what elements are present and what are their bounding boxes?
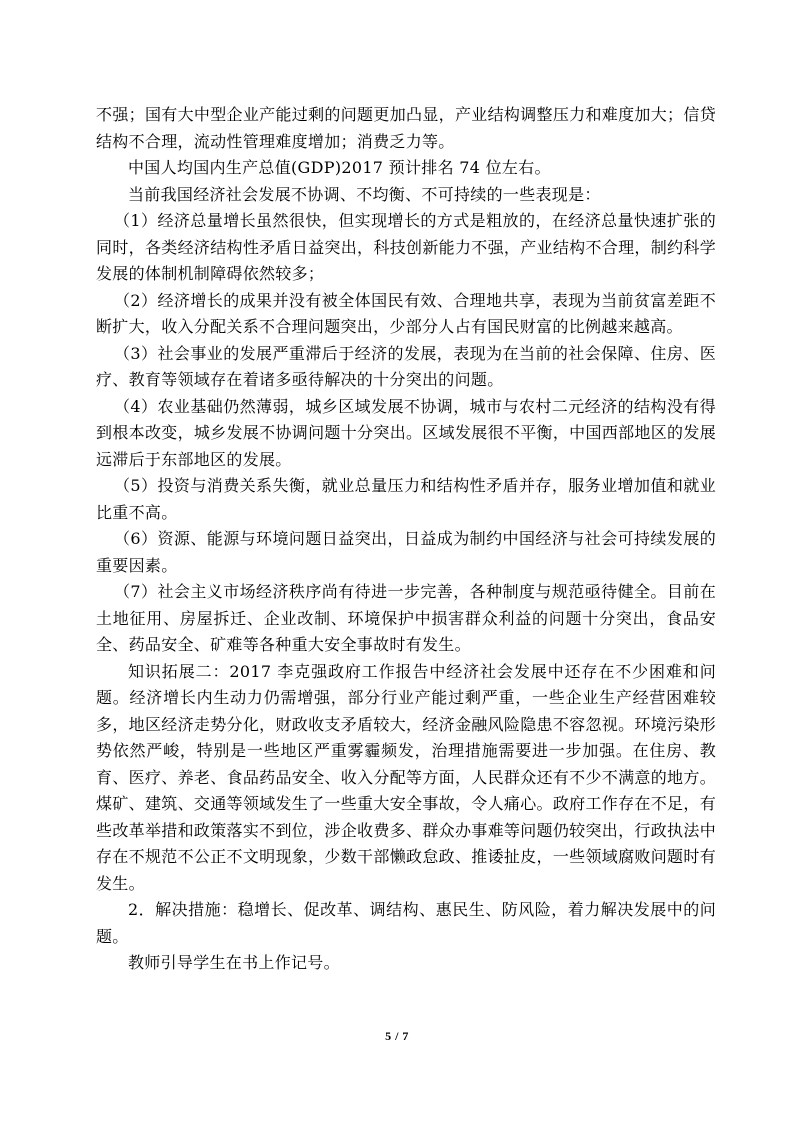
list-item-3: （3）社会事业的发展严重滞后于经济的发展，表现为在当前的社会保障、住房、医疗、教育等领域存在着诸多亟待解决的十分突出的问题。 — [96, 343, 716, 389]
list-item-1: （1）经济总量增长虽然很快，但实现增长的方式是粗放的，在经济总量快速扩张的同时，各类经济结构性矛盾日益突出，科技创新能力不强，产业结构不合理，制约科学发展的体制机制障碍依然较多； — [96, 211, 716, 283]
list-item-6: （6）资源、能源与环境问题日益突出，日益成为制约中国经济与社会可持续发展的重要因素。 — [96, 529, 716, 575]
list-item-2: （2）经济增长的成果并没有被全体国民有效、合理地共享，表现为当前贫富差距不断扩大，收入分配关系不合理问题突出，少部分人占有国民财富的比例越来越高。 — [96, 290, 716, 336]
list-item-5: （5）投资与消费关系失衡，就业总量压力和结构性矛盾并存，服务业增加值和就业比重不高。 — [96, 476, 716, 522]
list-item-7: （7）社会主义市场经济秩序尚有待进一步完善，各种制度与规范亟待健全。目前在土地征用、房屋拆迁、企业改制、环境保护中损害群众利益的问题十分突出，食品安全、药品安全、矿难等各种重大安全事故时有发生。 — [96, 582, 716, 654]
paragraph-knowledge-extension: 知识拓展二：2017 李克强政府工作报告中经济社会发展中还存在不少困难和问题。经济增长内生动力仍需增强，部分行业产能过剩严重，一些企业生产经营困难较多，地区经济走势分化，财政收支矛盾较大，经济金融风险隐患不容忽视。环境污染形势依然严峻，特别是一些地区严重雾霾频发，治理措施需要进一步加强。在住房、教育、医疗、养老、食品药品安全、收入分配等方面，人民群众还有不少不满意的地方。煤矿、建筑、交通等领域发生了一些重大安全事故，令人痛心。政府工作存在不足，有些改革举措和政策落实不到位，涉企收费多、群众办事难等问题仍较突出，行政执法中存在不规范不公正不文明现象，少数干部懒政怠政、推诿扯皮，一些领域腐败问题时有发生。 — [96, 661, 716, 893]
document-body — [96, 102, 716, 977]
paragraph-solution: 2．解决措施：稳增长、促改革、调结构、惠民生、防风险，着力解决发展中的问题。 — [96, 900, 716, 946]
paragraph-gdp-ranking: 中国人均国内生产总值(GDP)2017 预计排名 74 位左右。 — [128, 158, 551, 177]
page-number: 5 / 7 — [385, 1029, 409, 1043]
list-item-4: （4）农业基础仍然薄弱，城乡区域发展不协调，城市与农村二元经济的结构没有得到根本改变，城乡发展不协调问题十分突出。区域发展很不平衡，中国西部地区的发展远滞后于东部地区的发展。 — [96, 396, 716, 469]
paragraph-intro-list: 当前我国经济社会发展不协调、不均衡、不可持续的一些表现是： — [128, 184, 601, 204]
paragraph-continuation: 不强；国有大中型企业产能过剩的问题更加凸显，产业结构调整压力和难度加大；信贷结构不合理，流动性管理难度增加；消费乏力等。 — [96, 105, 716, 151]
paragraph-teacher-note: 教师引导学生在书上作记号。 — [128, 953, 340, 972]
